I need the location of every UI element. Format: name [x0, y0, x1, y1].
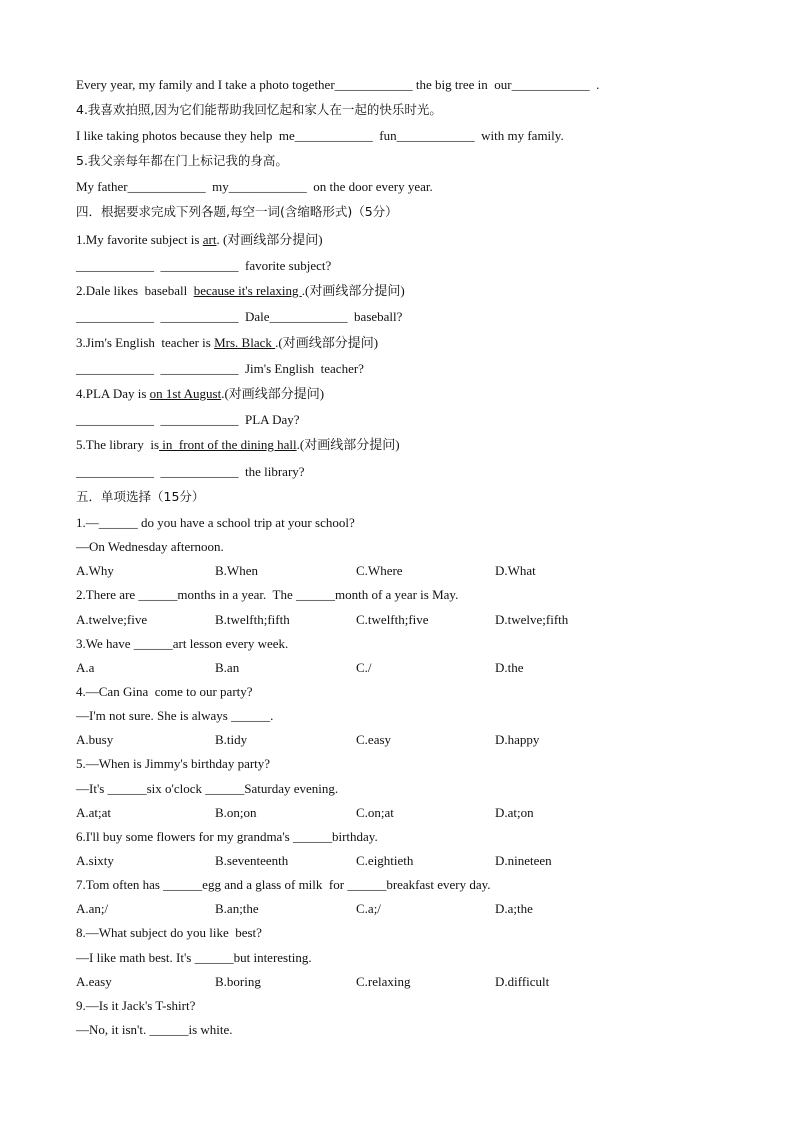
p4-q1-answer: [76, 258, 331, 274]
option-d[interactable]: D.at;on: [495, 805, 534, 820]
option-d[interactable]: D.happy: [495, 732, 540, 747]
p3-q4-sentence: [76, 128, 564, 144]
text: 1.My favorite subject is: [76, 232, 203, 247]
underlined-text: because it's relaxing: [193, 283, 302, 298]
answer-blank[interactable]: ____________: [160, 258, 239, 273]
option-b[interactable]: B.When: [215, 563, 258, 578]
text: .(对画线部分提问): [296, 437, 400, 452]
answer-blank[interactable]: ____________: [76, 309, 154, 324]
p4-q2: [76, 283, 405, 299]
answer-blank[interactable]: ____________: [334, 77, 413, 92]
text: my: [205, 179, 229, 194]
text: the big tree in our: [412, 77, 512, 92]
section-4-heading: 四．根据要求完成下列各题,每空一词(含缩略形式)（5分）: [76, 204, 398, 219]
option-b[interactable]: B.twelfth;fifth: [215, 612, 290, 627]
text: Every year, my family and I take a photo together: [76, 77, 335, 92]
underlined-text: in front of the dining hall: [159, 437, 297, 452]
option-c[interactable]: C./: [356, 660, 372, 675]
text: baseball?: [347, 309, 403, 324]
answer-blank[interactable]: ____________: [511, 77, 590, 92]
p4-q4-answer: [76, 412, 300, 428]
p3-q5-sentence: [76, 179, 433, 195]
p4-q4: [76, 386, 324, 402]
underlined-text: on 1st August: [149, 386, 222, 401]
p5-q5-stem: 5.—When is Jimmy's birthday party?: [76, 756, 271, 771]
answer-blank[interactable]: ____________: [160, 309, 239, 324]
answer-blank[interactable]: ____________: [160, 464, 239, 479]
answer-blank[interactable]: ____________: [160, 412, 239, 427]
p4-q3: [76, 335, 378, 351]
text: .(对画线部分提问): [221, 386, 325, 401]
option-b[interactable]: B.an: [215, 660, 240, 675]
option-a[interactable]: A.an;/: [76, 901, 109, 916]
p3-q5-chinese: 5.我父亲每年都在门上标记我的身高。: [76, 153, 288, 168]
option-b[interactable]: B.tidy: [215, 732, 248, 747]
p4-q2-answer: [76, 309, 402, 325]
answer-blank[interactable]: ____________: [76, 464, 154, 479]
p5-q1-stem: 1.—______ do you have a school trip at your school?: [76, 515, 355, 530]
option-b[interactable]: B.an;the: [215, 901, 259, 916]
p5-q2-stem: 2.There are ______months in a year. The ______month of a year is May.: [76, 587, 459, 602]
text: Jim's English teacher?: [238, 361, 364, 376]
option-d[interactable]: D.What: [495, 563, 536, 578]
option-a[interactable]: A.sixty: [76, 853, 114, 868]
option-a[interactable]: A.twelve;five: [76, 612, 148, 627]
underlined-text: art: [202, 232, 217, 247]
option-d[interactable]: D.nineteen: [495, 853, 552, 868]
text: .: [589, 77, 600, 92]
p5-q1-reply: —On Wednesday afternoon.: [76, 539, 224, 554]
p5-q4-reply: —I'm not sure. She is always ______.: [76, 708, 274, 723]
answer-blank[interactable]: ____________: [76, 361, 154, 376]
text: the library?: [238, 464, 305, 479]
option-b[interactable]: B.seventeenth: [215, 853, 289, 868]
p5-q9-reply: —No, it isn't. ______is white.: [76, 1022, 233, 1037]
option-a[interactable]: A.Why: [76, 563, 114, 578]
answer-blank[interactable]: ____________: [127, 179, 206, 194]
text: fun: [372, 128, 397, 143]
answer-blank[interactable]: ____________: [396, 128, 475, 143]
text: . (对画线部分提问): [216, 232, 323, 247]
text: My father: [76, 179, 128, 194]
text: 5.The library is: [76, 437, 160, 452]
p5-q6-stem: 6.I'll buy some flowers for my grandma's ______birthday.: [76, 829, 378, 844]
p5-q8-reply: —I like math best. It's ______but interesting.: [76, 950, 312, 965]
answer-blank[interactable]: ____________: [228, 179, 307, 194]
p3-q3-sentence: [76, 77, 599, 93]
answer-blank[interactable]: ____________: [269, 309, 348, 324]
p4-q5: [76, 437, 400, 453]
p5-q9-stem: 9.—Is it Jack's T-shirt?: [76, 998, 196, 1013]
section-5-heading: 五．单项选择（15分）: [76, 489, 205, 504]
text: 3.Jim's English teacher is: [76, 335, 215, 350]
option-a[interactable]: A.busy: [76, 732, 114, 747]
underlined-text: Mrs. Black: [214, 335, 276, 350]
option-c[interactable]: C.twelfth;five: [356, 612, 429, 627]
option-d[interactable]: D.twelve;fifth: [495, 612, 569, 627]
p5-q7-stem: 7.Tom often has ______egg and a glass of milk for ______breakfast every day.: [76, 877, 491, 892]
option-d[interactable]: D.the: [495, 660, 524, 675]
text: Dale: [238, 309, 270, 324]
option-c[interactable]: C.relaxing: [356, 974, 411, 989]
option-a[interactable]: A.at;at: [76, 805, 112, 820]
option-d[interactable]: D.difficult: [495, 974, 550, 989]
text: .(对画线部分提问): [275, 335, 379, 350]
p5-q4-stem: 4.—Can Gina come to our party?: [76, 684, 253, 699]
text: PLA Day?: [238, 412, 300, 427]
option-c[interactable]: C.eightieth: [356, 853, 414, 868]
p5-q3-stem: 3.We have ______art lesson every week.: [76, 636, 289, 651]
answer-blank[interactable]: ____________: [294, 128, 373, 143]
p4-q3-answer: [76, 361, 364, 377]
text: 2.Dale likes baseball: [76, 283, 194, 298]
option-c[interactable]: C.on;at: [356, 805, 394, 820]
option-a[interactable]: A.easy: [76, 974, 112, 989]
text: with my family.: [474, 128, 564, 143]
answer-blank[interactable]: ____________: [76, 412, 154, 427]
p4-q5-answer: [76, 464, 305, 480]
p3-q4-chinese: 4.我喜欢拍照,因为它们能帮助我回忆起和家人在一起的快乐时光。: [76, 102, 442, 117]
option-b[interactable]: B.boring: [215, 974, 261, 989]
text: I like taking photos because they help me: [76, 128, 295, 143]
option-c[interactable]: C.easy: [356, 732, 392, 747]
option-b[interactable]: B.on;on: [215, 805, 257, 820]
option-c[interactable]: C.a;/: [356, 901, 381, 916]
text: .(对画线部分提问): [301, 283, 405, 298]
answer-blank[interactable]: ____________: [160, 361, 239, 376]
option-d[interactable]: D.a;the: [495, 901, 533, 916]
answer-blank[interactable]: ____________: [76, 258, 154, 273]
option-a[interactable]: A.a: [76, 660, 95, 675]
p4-q1: [76, 232, 323, 248]
option-c[interactable]: C.Where: [356, 563, 403, 578]
p5-q8-stem: 8.—What subject do you like best?: [76, 925, 262, 940]
text: on the door every year.: [306, 179, 433, 194]
text: 4.PLA Day is: [76, 386, 150, 401]
text: favorite subject?: [238, 258, 332, 273]
p5-q5-reply: —It's ______six o'clock ______Saturday evening.: [76, 781, 339, 796]
